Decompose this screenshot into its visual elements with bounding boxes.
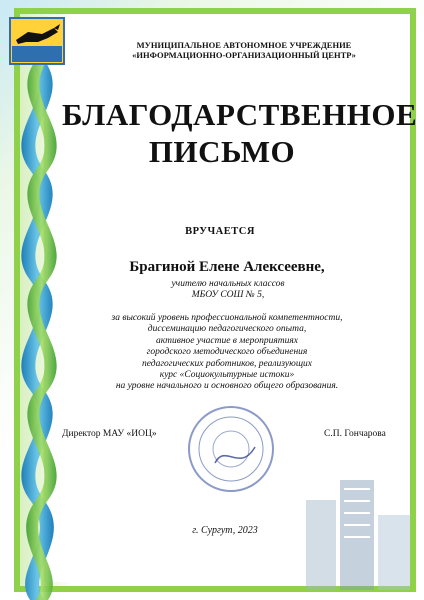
- award-reason: [74, 313, 380, 393]
- role-line1: учителю начальных классов: [171, 279, 285, 289]
- city-buildings-watermark: [300, 460, 416, 590]
- organization-name: [94, 40, 394, 60]
- city-emblem-icon: [8, 16, 66, 66]
- recipient-role: [100, 279, 356, 301]
- awarded-label: ВРУЧАЕТСЯ: [185, 226, 255, 237]
- organization-line2: «ИНФОРМАЦИОННО-ОРГАНИЗАЦИОННЫЙ ЦЕНТР»: [132, 50, 356, 60]
- recipient-name: Брагиной Елене Алексеевне,: [129, 259, 325, 275]
- organization-line1: МУНИЦИПАЛЬНОЕ АВТОНОМНОЕ УЧРЕЖДЕНИЕ: [136, 40, 352, 50]
- reason-line: активное участие в мероприятиях: [156, 335, 298, 346]
- place-and-year: г. Сургут, 2023: [192, 525, 258, 536]
- document-title: [62, 96, 418, 170]
- reason-line: курс «Социокультурные истоки»: [159, 370, 295, 381]
- reason-line: городского методического объединения: [146, 347, 308, 358]
- signatory-name: С.П. Гончарова: [324, 429, 386, 439]
- title-line2: ПИСЬМО: [148, 134, 296, 169]
- reason-line: за высокий уровень профессиональной компетентности,: [111, 313, 343, 323]
- reason-line: на уровне начального и основного общего образования.: [115, 381, 339, 392]
- decorative-ribbon: [0, 0, 70, 600]
- official-stamp-icon: [185, 403, 277, 495]
- role-line2: МБОУ СОШ № 5,: [191, 290, 265, 300]
- title-line1: БЛАГОДАРСТВЕННОЕ: [62, 97, 418, 132]
- signatory-position: Директор МАУ «ИОЦ»: [62, 429, 157, 439]
- reason-line: диссеминацию педагогического опыта,: [147, 324, 307, 335]
- reason-line: педагогических работников, реализующих: [142, 358, 312, 369]
